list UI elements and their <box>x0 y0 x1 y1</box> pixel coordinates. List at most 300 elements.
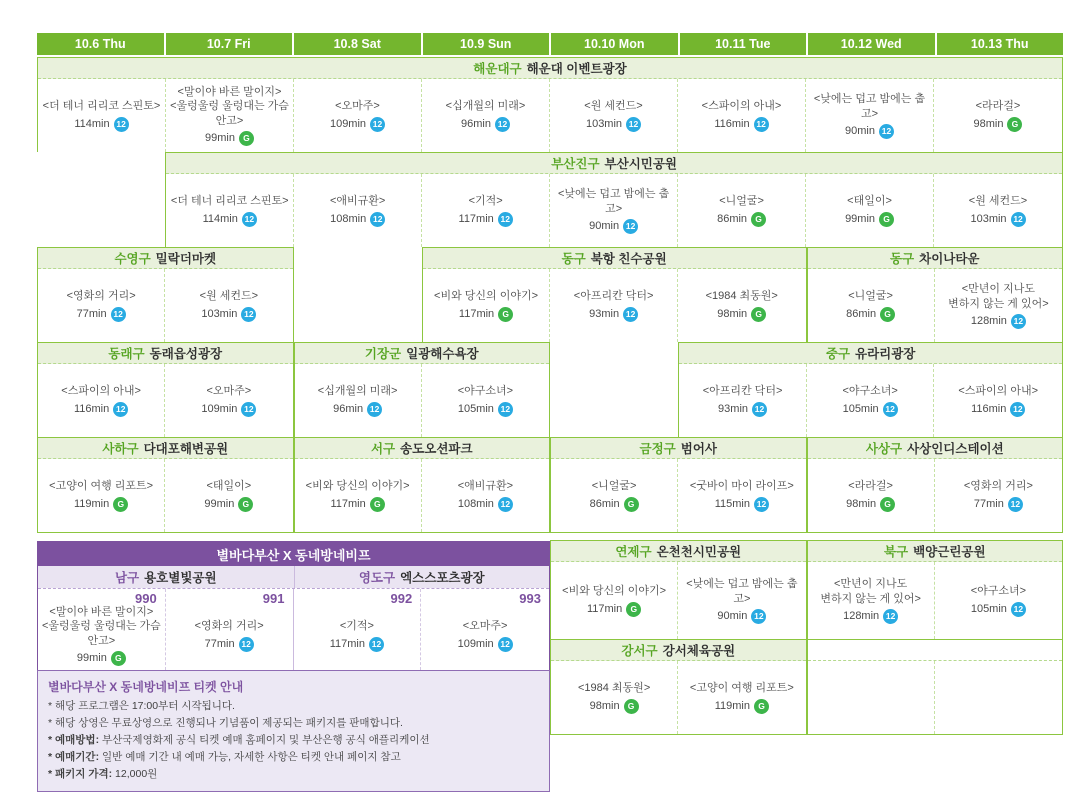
movie-title <box>434 289 538 303</box>
movie-cell <box>294 589 422 670</box>
movie-runtime-row <box>201 402 256 417</box>
empty-slot <box>294 247 422 343</box>
movie-title-line: <십개월의 미래> <box>445 100 526 113</box>
rating-12-badge: 12 <box>111 307 126 322</box>
venue-band <box>38 343 293 364</box>
movie-title <box>195 619 264 633</box>
movie-title-line: <울렁울렁 울렁대는 가슴안고> <box>41 620 161 647</box>
venue-section <box>807 437 1064 533</box>
venue-district-label: 사하구 <box>102 442 139 456</box>
special-program-column <box>37 541 550 792</box>
movie-title <box>578 681 650 695</box>
movie-runtime-row <box>458 497 513 512</box>
movie-title-line: <야구소녀> <box>842 385 898 398</box>
movie-title-line: <낮에는 덥고 밤에는 춥고> <box>813 93 926 120</box>
movie-title <box>330 194 385 208</box>
movie-runtime: 114min <box>74 118 110 131</box>
movie-title <box>49 479 153 493</box>
venue-section <box>422 247 807 343</box>
venue-name-label: 용호별빛공원 <box>144 571 217 585</box>
ticket-line-label: * 예매기간: <box>48 750 100 763</box>
movie-runtime-row <box>714 117 768 132</box>
movie-cell <box>934 364 1062 437</box>
movie-title-line: <스파이의 아내> <box>701 100 782 113</box>
movie-title <box>964 479 1033 493</box>
movie-runtime: 99min <box>845 213 876 226</box>
venue-name-label: 다대포해변공원 <box>143 442 229 456</box>
movie-title-line: <고양이 여행 리포트> <box>49 480 154 493</box>
rating-12-badge: 12 <box>623 219 638 234</box>
movie-title <box>43 99 161 113</box>
venue-name-label: 송도오션파크 <box>400 442 473 456</box>
movie-grid <box>808 269 1063 342</box>
movie-title-line: <기적> <box>468 195 503 208</box>
movie-grid <box>38 364 293 437</box>
movie-title-line: <오마주> <box>335 100 380 113</box>
movie-title <box>562 584 666 598</box>
rating-12-badge: 12 <box>626 117 641 132</box>
rating-12-badge: 12 <box>239 637 254 652</box>
right-venue-rows <box>550 541 1063 735</box>
movie-grid <box>679 364 1062 437</box>
movie-runtime-row <box>458 637 513 652</box>
movie-title <box>61 384 141 398</box>
movie-grid <box>808 459 1063 532</box>
movie-runtime-row <box>589 307 638 322</box>
movie-cell <box>166 589 294 670</box>
movie-cell <box>294 79 422 152</box>
movie-runtime: 90min <box>845 125 875 138</box>
venue-section <box>807 540 1064 640</box>
movie-title <box>446 99 526 113</box>
venue-band <box>551 438 806 459</box>
movie-grid <box>38 269 293 342</box>
movie-cell <box>807 364 935 437</box>
venue-band <box>166 153 1062 174</box>
venue-name-label: 백양근린공원 <box>913 545 986 559</box>
movie-cell <box>678 661 805 734</box>
movie-title-line: <야구소녀> <box>970 585 1027 598</box>
movie-cell <box>808 459 935 532</box>
movie-runtime: 93min <box>718 403 749 416</box>
movie-cell <box>934 79 1062 152</box>
movie-runtime: 99min <box>205 132 235 145</box>
rating-all-badge: G <box>1007 117 1022 132</box>
movie-title-line: <애비규환> <box>330 195 386 208</box>
empty-grid-section <box>807 639 1064 735</box>
movie-runtime: 103min <box>201 308 238 321</box>
movie-title-line: <굿바이 마이 라이프> <box>689 480 794 493</box>
movie-runtime: 103min <box>585 118 623 131</box>
venue-band <box>38 248 293 269</box>
movie-runtime: 117min <box>330 498 366 511</box>
movie-runtime-row <box>330 637 384 652</box>
venue-section <box>37 437 294 533</box>
venue-name-label: 강서체육공원 <box>662 644 736 658</box>
movie-runtime: 77min <box>204 638 235 651</box>
venue-name-label: 동래읍성광장 <box>149 347 223 361</box>
movie-runtime: 109min <box>329 118 367 131</box>
movie-title-line: <아프리칸 닥터> <box>573 290 654 303</box>
venue-row <box>37 57 1063 153</box>
date-header-row <box>37 33 1063 55</box>
venue-section <box>37 57 1063 153</box>
movie-runtime-row <box>974 117 1023 132</box>
movie-runtime-row <box>717 212 766 227</box>
movie-cell <box>551 661 678 734</box>
movie-cell <box>38 589 166 670</box>
rating-12-badge: 12 <box>754 117 769 132</box>
venue-district-label: 수영구 <box>114 252 151 266</box>
movie-grid <box>808 562 1063 639</box>
special-venue-band <box>294 566 550 588</box>
movie-title-line: <만년이 지나도 <box>833 578 908 591</box>
movie-title-line: <1984 최동원> <box>705 290 778 303</box>
special-program-banner: 별바다부산 X 동네방네비프 <box>38 542 549 566</box>
rating-all-badge: G <box>498 307 513 322</box>
movie-cell <box>422 174 550 247</box>
movie-title-line: <낮에는 덥고 밤에는 춥고> <box>558 188 670 215</box>
ticket-info-line <box>48 766 539 783</box>
movie-cell <box>422 364 549 437</box>
movie-title-line: <말이야 바른 말이지> <box>177 86 282 99</box>
movie-title-line: <말이야 바른 말이지> <box>49 606 154 618</box>
venue-district-label: 서구 <box>370 442 396 456</box>
venue-row <box>37 342 1063 438</box>
movie-runtime: 98min <box>973 118 1004 131</box>
movie-title <box>948 282 1049 311</box>
special-program-movies <box>38 589 549 670</box>
movie-title-line: <니얼굴> <box>591 480 637 493</box>
movie-grid <box>295 364 550 437</box>
ticket-info-box <box>37 670 550 792</box>
rating-all-badge: G <box>239 131 254 146</box>
movie-title-line: <태일이> <box>206 480 252 493</box>
movie-runtime: 77min <box>76 308 107 321</box>
rating-all-badge: G <box>370 497 385 512</box>
date-header-cell: 10.12 Wed <box>808 33 935 55</box>
movie-title-line: <1984 최동원> <box>577 682 651 695</box>
rating-12-badge: 12 <box>1008 497 1023 512</box>
movie-runtime-row <box>205 637 254 652</box>
venue-name-label: 범어사 <box>680 442 717 456</box>
date-header-cell: 10.13 Thu <box>937 33 1064 55</box>
venue-row <box>37 437 1063 533</box>
venue-name-label: 차이나타운 <box>919 252 980 266</box>
movie-title-line: <더 테너 리리코 스핀토> <box>42 100 161 113</box>
rating-12-badge: 12 <box>883 402 898 417</box>
rating-all-badge: G <box>111 651 126 666</box>
rating-all-badge: G <box>880 497 895 512</box>
movie-cell <box>551 562 678 639</box>
venue-district-label: 동구 <box>889 252 915 266</box>
rating-all-badge: G <box>113 497 128 512</box>
rating-12-badge: 12 <box>1011 212 1026 227</box>
ticket-line-text: 12,000원 <box>112 767 158 780</box>
movie-title-line: <영화의 거리> <box>194 620 264 633</box>
movie-runtime: 98min <box>717 308 748 321</box>
venue-district-label: 북구 <box>883 545 909 559</box>
movie-runtime: 105min <box>842 403 879 416</box>
venue-band <box>551 640 806 661</box>
movie-runtime: 105min <box>457 403 494 416</box>
movie-runtime-row <box>333 402 382 417</box>
rating-all-badge: G <box>624 699 639 714</box>
venue-district-label: 남구 <box>114 571 140 585</box>
movie-runtime: 117min <box>329 638 365 651</box>
empty-slot <box>37 152 165 248</box>
venue-district-label: 중구 <box>825 347 850 361</box>
movie-title <box>681 577 802 606</box>
movie-title <box>706 289 778 303</box>
venue-name-label: 유라리광장 <box>855 347 916 361</box>
movie-runtime-row <box>330 212 385 227</box>
venue-section <box>550 540 807 640</box>
venue-band <box>38 438 293 459</box>
movie-cell <box>935 269 1062 342</box>
rating-12-badge: 12 <box>751 609 766 624</box>
movie-title <box>719 194 764 208</box>
movie-title <box>690 681 794 695</box>
movie-runtime-row <box>458 402 513 417</box>
movie-title <box>463 619 508 633</box>
movie-runtime-row <box>845 212 894 227</box>
movie-grid <box>295 459 550 532</box>
movie-cell <box>38 364 165 437</box>
movie-runtime: 86min <box>589 498 620 511</box>
rating-all-badge: G <box>751 307 766 322</box>
screening-code: 990 <box>135 591 157 606</box>
movie-title <box>703 384 783 398</box>
venue-section <box>807 247 1064 343</box>
rating-12-badge: 12 <box>879 124 894 139</box>
movie-title <box>41 605 162 648</box>
movie-title <box>584 99 642 113</box>
movie-cell <box>166 174 294 247</box>
screening-code: 991 <box>262 591 285 606</box>
movie-runtime: 117min <box>458 308 495 321</box>
movie-runtime-row <box>590 699 639 714</box>
movie-runtime-row <box>587 602 641 617</box>
movie-title-line: <원 세컨드> <box>584 100 643 113</box>
venue-band <box>295 438 550 459</box>
venue-district-label: 사상구 <box>865 442 903 456</box>
movie-cell <box>678 459 805 532</box>
movie-runtime-row <box>589 219 638 234</box>
movie-title-line: <비와 당신의 이야기> <box>305 480 410 493</box>
movie-runtime-row <box>715 497 769 512</box>
movie-runtime-row <box>843 609 898 624</box>
rating-12-badge: 12 <box>754 497 769 512</box>
venue-name-label: 일광해수욕장 <box>406 347 479 361</box>
venue-name-label: 엑스스포츠광장 <box>400 571 485 585</box>
rating-all-badge: G <box>754 699 769 714</box>
movie-grid <box>551 661 806 734</box>
rating-12-badge: 12 <box>498 402 513 417</box>
rating-12-badge: 12 <box>367 402 382 417</box>
movie-runtime: 109min <box>457 638 494 651</box>
venue-district-label: 부산진구 <box>551 157 600 171</box>
rating-all-badge: G <box>879 212 894 227</box>
movie-cell <box>679 364 807 437</box>
movie-cell <box>806 174 934 247</box>
movie-runtime-row <box>459 212 513 227</box>
movie-cell <box>678 79 806 152</box>
movie-runtime: 86min <box>846 308 877 321</box>
movie-cell <box>808 562 935 639</box>
movie-title-line: <오마주> <box>462 620 508 633</box>
movie-runtime: 114min <box>202 213 238 226</box>
movie-title <box>458 384 513 398</box>
movie-runtime: 119min <box>73 498 110 511</box>
movie-cell <box>551 459 678 532</box>
rating-all-badge: G <box>880 307 895 322</box>
ticket-line-text: * 해당 프로그램은 17:00부터 시작됩니다. <box>48 699 235 712</box>
movie-runtime-row <box>846 497 895 512</box>
venue-district-label: 동구 <box>561 252 586 266</box>
movie-cell <box>38 459 165 532</box>
venue-district-label: 연제구 <box>615 545 652 559</box>
movie-runtime: 98min <box>846 498 877 511</box>
movie-grid <box>38 79 1062 152</box>
venue-district-label: 기장군 <box>364 347 402 361</box>
rating-12-badge: 12 <box>498 637 513 652</box>
movie-runtime-row <box>715 699 769 714</box>
movie-runtime-row <box>717 307 766 322</box>
rating-12-badge: 12 <box>369 637 384 652</box>
movie-runtime-row <box>330 497 384 512</box>
empty-movie-cell <box>808 661 935 734</box>
movie-runtime: 90min <box>717 610 748 623</box>
movie-title-line: <아프리칸 닥터> <box>702 385 783 398</box>
rating-12-badge: 12 <box>1011 602 1026 617</box>
movie-runtime-row <box>330 117 385 132</box>
movie-title <box>969 194 1027 208</box>
movie-title <box>848 479 893 493</box>
ticket-info-title: 별바다부산 X 동네방네비프 티켓 안내 <box>48 679 244 694</box>
ticket-line-text: * 해당 상영은 무료상영으로 진행되나 기념품이 제공되는 패키지를 판매합니다. <box>48 716 403 729</box>
movie-title <box>976 99 1021 113</box>
movie-title-line: <니얼굴> <box>719 195 764 208</box>
movie-cell <box>166 79 294 152</box>
rating-12-badge: 12 <box>370 212 385 227</box>
screening-code: 992 <box>390 591 413 606</box>
movie-runtime: 109min <box>201 403 238 416</box>
venue-band <box>808 438 1063 459</box>
movie-grid <box>166 174 1062 247</box>
movie-title-line: <영화의 거리> <box>963 480 1033 493</box>
movie-title-line: <라라걸> <box>975 100 1021 113</box>
venue-row <box>550 639 1063 735</box>
movie-cell <box>38 269 165 342</box>
movie-runtime: 103min <box>970 213 1007 226</box>
movie-title-line: <십개월의 미래> <box>317 385 398 398</box>
movie-runtime-row <box>461 117 510 132</box>
venue-section <box>294 342 551 438</box>
movie-title <box>848 289 893 303</box>
movie-title-line: <비와 당신의 이야기> <box>434 290 539 303</box>
movie-title-line: <더 테너 리리코 스핀토> <box>170 195 289 208</box>
movie-title-line: <스파이의 아내> <box>61 385 141 398</box>
movie-title <box>971 584 1026 598</box>
empty-movie-cell <box>935 661 1062 734</box>
venue-section <box>37 247 294 343</box>
empty-movie-grid <box>808 661 1063 734</box>
venue-district-label: 영도구 <box>358 571 396 585</box>
date-header-cell: 10.11 Tue <box>680 33 807 55</box>
movie-cell <box>422 459 549 532</box>
venue-section <box>165 152 1063 248</box>
rating-12-badge: 12 <box>241 307 256 322</box>
movie-runtime: 128min <box>843 610 880 623</box>
rating-12-badge: 12 <box>241 402 256 417</box>
venue-band <box>423 248 806 269</box>
movie-runtime-row <box>204 497 253 512</box>
movie-runtime-row <box>77 307 126 322</box>
movie-title <box>469 194 503 208</box>
special-program-venues <box>38 566 549 589</box>
movie-title <box>592 479 637 493</box>
venue-row <box>37 152 1063 248</box>
venue-band <box>808 541 1063 562</box>
movie-cell <box>165 269 292 342</box>
movie-grid <box>551 562 806 639</box>
movie-cell <box>935 562 1062 639</box>
movie-cell <box>165 364 292 437</box>
movie-runtime-row <box>459 307 513 322</box>
venue-name-label: 밀락더마켓 <box>155 252 217 266</box>
empty-slot <box>550 342 678 438</box>
movie-title <box>820 577 921 606</box>
venue-district-label: 강서구 <box>621 644 658 658</box>
movie-runtime: 96min <box>333 403 364 416</box>
movie-cell <box>806 79 934 152</box>
venue-name-label: 온천천시민공원 <box>656 545 742 559</box>
movie-runtime-row <box>74 402 128 417</box>
movie-title <box>958 384 1038 398</box>
ticket-info-lines <box>48 698 539 783</box>
ticket-line-label: * 패키지 가격: <box>48 767 113 780</box>
movie-runtime: 116min <box>714 118 750 131</box>
movie-title-line: <원 세컨드> <box>199 290 259 303</box>
movie-title-line: <스파이의 아내> <box>958 385 1039 398</box>
movie-cell <box>423 269 551 342</box>
ticket-info-line <box>48 698 539 715</box>
rating-12-badge: 12 <box>752 402 767 417</box>
movie-title <box>340 619 374 633</box>
movie-runtime-row <box>971 602 1026 617</box>
movie-grid <box>423 269 806 342</box>
venue-band <box>808 248 1063 269</box>
rating-12-badge: 12 <box>498 497 513 512</box>
movie-title-line: <고양이 여행 리포트> <box>689 682 794 695</box>
rating-12-badge: 12 <box>498 212 513 227</box>
venue-name-label: 북항 친수공원 <box>590 252 667 266</box>
movie-cell <box>934 174 1062 247</box>
movie-title <box>200 289 258 303</box>
movie-title-line: <야구소녀> <box>457 385 514 398</box>
movie-runtime-row <box>590 497 639 512</box>
movie-title-line: <애비규환> <box>457 480 514 493</box>
bottom-area <box>37 541 1063 792</box>
movie-title <box>318 384 398 398</box>
movie-cell <box>678 269 806 342</box>
movie-runtime-row <box>970 212 1025 227</box>
movie-runtime-row <box>974 497 1023 512</box>
movie-title-line: <오마주> <box>206 385 252 398</box>
movie-title-line: <낮에는 덥고 밤에는 춥고> <box>686 578 798 605</box>
rating-all-badge: G <box>626 602 641 617</box>
